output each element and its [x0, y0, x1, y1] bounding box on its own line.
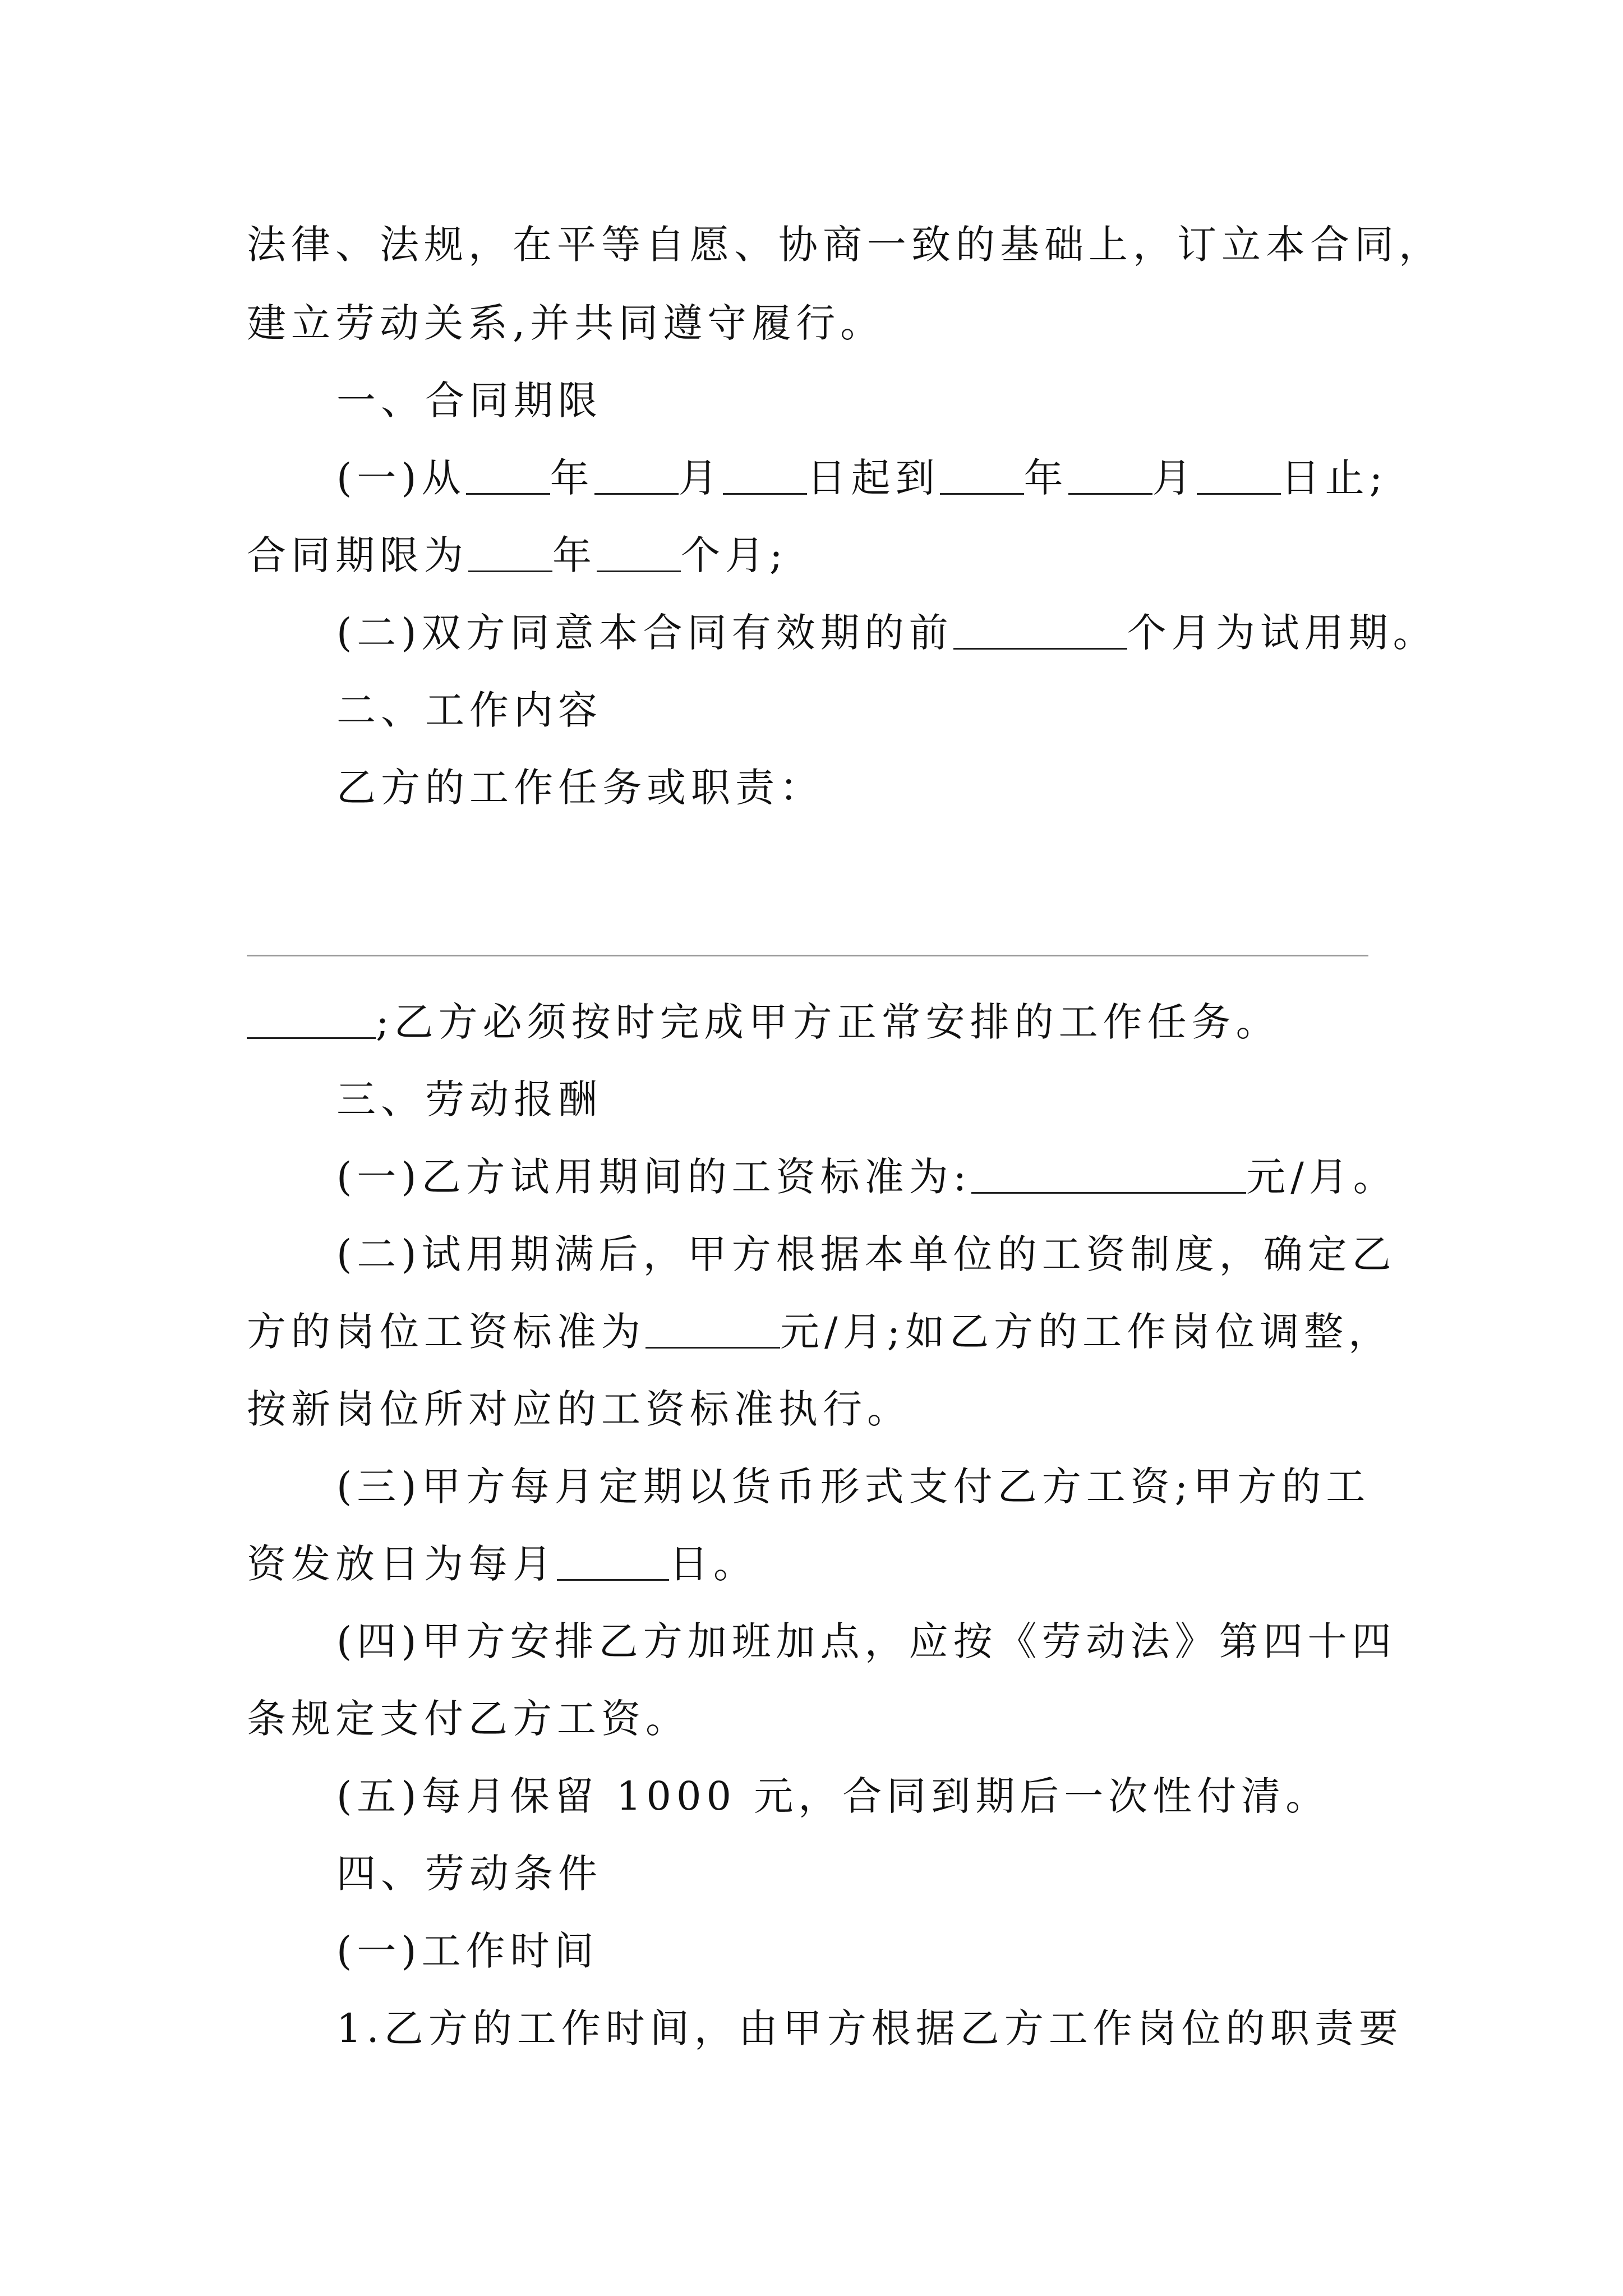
heading-text: 四、劳动条件: [336, 1851, 602, 1897]
blank-field: [1197, 454, 1281, 495]
paragraph-line: [336, 761, 824, 815]
blank-field: [940, 454, 1024, 495]
blank-field: [597, 531, 681, 572]
text: 资发放日为每月: [247, 1541, 557, 1587]
text: (二)试用期满后，甲方根据本单位的工资制度，确定乙: [336, 1231, 1396, 1277]
blank-field: [1068, 454, 1152, 495]
text: 方的岗位工资标准为: [247, 1309, 645, 1355]
paragraph-line: [247, 1382, 911, 1436]
text: 日起到: [806, 455, 940, 501]
paragraph-line: [247, 1537, 758, 1591]
paragraph-line: [336, 1614, 1396, 1668]
heading-text: 一、合同期限: [336, 378, 602, 424]
text: (一)从: [336, 455, 466, 501]
text: 月: [678, 455, 723, 501]
section-heading: [336, 1847, 602, 1901]
text: 日止;: [1280, 455, 1388, 501]
blank-field: [645, 1308, 780, 1349]
text: 元/月;如乙方的工作岗位调整，: [780, 1309, 1393, 1355]
blank-field: [247, 998, 376, 1039]
blank-field: [953, 609, 1127, 650]
term-clause: [336, 451, 1387, 505]
text: 1.乙方的工作时间，由甲方根据乙方工作岗位的职责要: [336, 2005, 1403, 2051]
term-duration: [247, 528, 788, 582]
text: (四)甲方安排乙方加班加点，应按《劳动法》第四十四: [336, 1618, 1396, 1664]
section-heading: [336, 1073, 602, 1126]
section-heading: [336, 683, 602, 737]
paragraph-line: [247, 995, 1280, 1049]
blank-field: [468, 531, 552, 572]
text: (五)每月保留 1000 元，合同到期后一次性付清。: [336, 1773, 1330, 1819]
heading-text: 三、劳动报酬: [336, 1076, 602, 1122]
text: 年: [550, 455, 594, 501]
paragraph-line: [247, 1305, 1393, 1359]
paragraph-line: [336, 1460, 1370, 1513]
text: 建立劳动关系,并共同遵守履行。: [247, 300, 885, 346]
section-heading: [336, 374, 602, 427]
text: 法律、法规，在平等自愿、协商一致的基础上，订立本合同，: [247, 222, 1443, 268]
paragraph-line: [247, 1692, 690, 1746]
subsection-heading: [336, 1924, 599, 1978]
paragraph-line: [247, 296, 884, 350]
wage-clause: [336, 1150, 1398, 1204]
blank-line: [247, 955, 1368, 956]
paragraph-line: [336, 1769, 1330, 1823]
text: (一)工作时间: [336, 1928, 599, 1974]
text: (二)双方同意本合同有效期的前: [336, 610, 953, 656]
text: 月: [1152, 455, 1197, 501]
text: 日。: [669, 1541, 758, 1587]
probation-clause: [336, 606, 1437, 660]
text: 乙方的工作任务或职责：: [336, 765, 824, 811]
paragraph-line: [247, 218, 1443, 272]
blank-field: [557, 1540, 669, 1581]
blank-field: [466, 454, 550, 495]
text: 按新岗位所对应的工资标准执行。: [247, 1386, 911, 1432]
text: 个月为试用期。: [1127, 610, 1437, 656]
heading-text: 二、工作内容: [336, 687, 602, 733]
text: 元/月。: [1246, 1154, 1398, 1200]
blank-field: [723, 454, 807, 495]
text: 条规定支付乙方工资。: [247, 1696, 690, 1742]
paragraph-line: [336, 1227, 1396, 1281]
blank-field: [971, 1153, 1246, 1194]
text: ;乙方必须按时完成甲方正常安排的工作任务。: [376, 999, 1280, 1045]
text: 合同期限为: [247, 532, 468, 578]
text: (一)乙方试用期间的工资标准为:: [336, 1154, 972, 1200]
text: 年: [552, 532, 597, 578]
blank-field: [594, 454, 679, 495]
text: 个月;: [681, 532, 788, 578]
text: (三)甲方每月定期以货币形式支付乙方工资;甲方的工: [336, 1464, 1371, 1510]
paragraph-line: [336, 2001, 1403, 2055]
text: 年: [1023, 455, 1068, 501]
